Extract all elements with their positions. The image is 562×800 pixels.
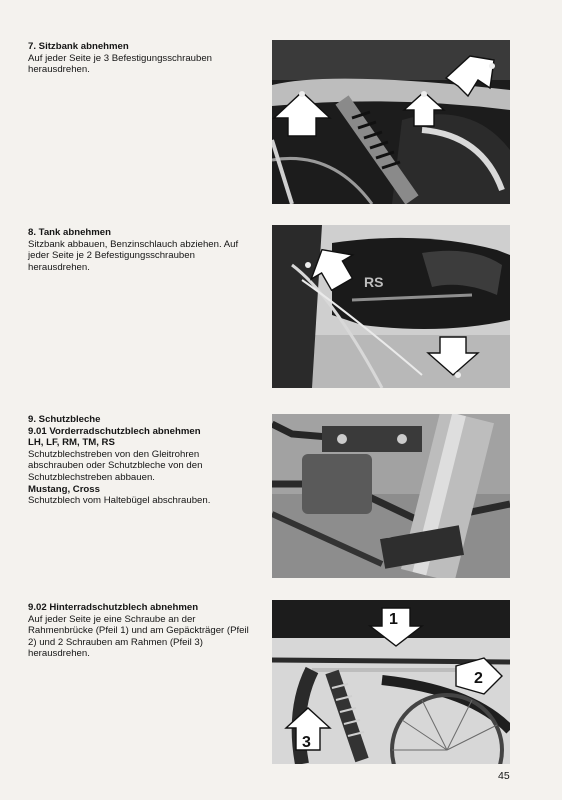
section-heading: 7. Sitzbank abnehmen: [28, 41, 129, 52]
section-body: Sitzbank abbauen, Benzinschlauch abziehen. Auf jeder Seite je 2 Befestigungsschrauben herausdrehen.: [28, 238, 239, 273]
section-heading: 9.02 Hinterradschutzblech abnehmen: [28, 602, 199, 613]
section-heading: 8. Tank abnehmen: [28, 227, 111, 238]
arrow-2-label: 2: [474, 670, 483, 687]
rear-fender-photo: [272, 600, 510, 764]
model-heading: LH, LF, RM, TM, RS: [28, 437, 115, 449]
tank-removal-text: [28, 227, 254, 273]
seat-removal-text: [28, 41, 254, 76]
section-body: Schutzblech vom Haltebügel abschrauben.: [28, 495, 211, 507]
rear-fender-text: [28, 602, 254, 660]
section-body: Auf jeder Seite je 3 Befestigungsschrauben herausdrehen.: [28, 52, 213, 76]
seat-removal-photo: [272, 40, 510, 204]
section-body: Auf jeder Seite je eine Schraube an der Rahmenbrücke (Pfeil 1) und am Gepäckträger (Pfeil 2) und 2 Schrauben am Rahmen (Pfeil 3) herausdrehen.: [28, 613, 249, 660]
model-heading: Mustang, Cross: [28, 483, 100, 495]
front-fender-text: [28, 414, 254, 507]
arrow-1-label: 1: [389, 611, 398, 628]
page-number: 45: [498, 770, 510, 782]
chapter-heading: 9. Schutzbleche: [28, 414, 101, 425]
tank-badge-text: RS: [364, 274, 384, 290]
section-heading: 9.01 Vorderradschutzblech abnehmen: [28, 425, 201, 437]
tank-removal-photo: [272, 225, 510, 388]
front-fender-photo: [272, 414, 510, 578]
section-body: Schutzblechstreben von den Gleitrohren abschrauben oder Schutzbleche von den Schutzblechstreben abbauen.: [28, 448, 203, 483]
arrow-3-label: 3: [302, 734, 311, 751]
